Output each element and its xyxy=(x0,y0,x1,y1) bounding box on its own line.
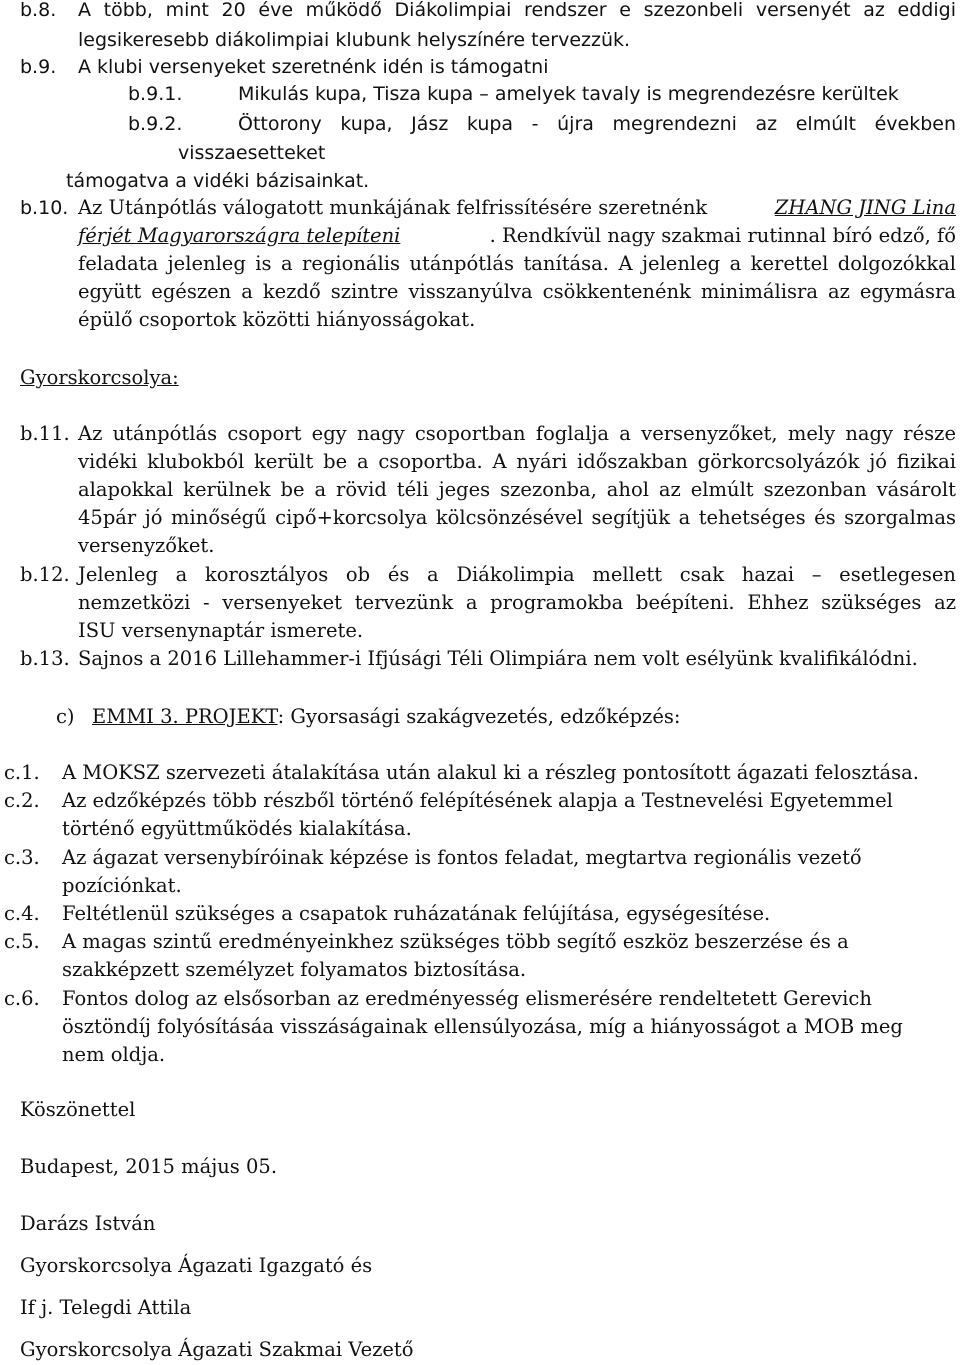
c-item-number: c.3. xyxy=(4,845,40,869)
c-item-line: A MOKSZ szervezeti átalakítása után alakul ki a részleg pontosított ágazati felosztása. xyxy=(62,761,920,784)
item-number-b8: b.8. xyxy=(20,0,57,21)
section-number-c: c) xyxy=(56,705,75,728)
item-number-b13: b.13. xyxy=(20,647,70,670)
b92-line-1: Öttorony kupa, Jász kupa - újra megrendezni az elmúlt években xyxy=(238,113,956,135)
place-and-date: Budapest, 2015 május 05. xyxy=(20,1155,278,1178)
c-item-line: Fontos dolog az elsősorban az eredményesség elismerésére rendeltetett Gerevich xyxy=(62,986,872,1010)
signatory-2-title: Gyorskorcsolya Ágazati Szakmai Vezető xyxy=(20,1338,414,1361)
signatory-2-name: If j. Telegdi Attila xyxy=(20,1296,192,1319)
item-number-b91: b.9.1. xyxy=(128,83,183,105)
item-number-b92: b.9.2. xyxy=(128,113,183,135)
section-title-c xyxy=(92,703,680,731)
item-number-b9: b.9. xyxy=(20,56,57,78)
b11-line-1: Az utánpótlás csoport egy nagy csoportban foglalja a versenyzőket, mely nagy része xyxy=(78,422,956,445)
b11-line-3: alapokkal kerülnek be a rövid téli jeges szezonba, ahol az elmúlt szezonban vásárolt xyxy=(78,478,956,501)
c-item-line: nem oldja. xyxy=(62,1043,166,1066)
b10-line-1 xyxy=(78,194,956,222)
b12-line-3: ISU versenynaptár ismerete. xyxy=(78,619,364,642)
b10-line-2 xyxy=(78,222,956,250)
b8-line-2: legsikeresebb diákolimpiai klubunk helyszínére tervezzük. xyxy=(78,29,631,51)
c-item-line: A magas szintű eredményeinkhez szükséges több segítő eszköz beszerzése és a xyxy=(62,930,849,954)
b11-line-2: vidéki klubokból került be a csoportba. A nyári időszakban görkorcsolyázók jó fizikai xyxy=(78,450,956,473)
section-title-gyorskorcsolya: Gyorskorcsolya: xyxy=(20,366,179,389)
item-number-b10: b.10. xyxy=(20,197,69,219)
c-item-number: c.1. xyxy=(4,761,40,784)
item-number-b11: b.11. xyxy=(20,422,70,445)
c-item-line: ösztöndíj folyósításáa visszáságainak ellensúlyozása, míg a hiányosságot a MOB meg xyxy=(62,1014,903,1038)
c-item-line: pozíciónkat. xyxy=(62,873,182,897)
b8-line-1: A több, mint 20 éve működő Diákolimpiai rendszer e szezonbeli versenyét az eddigi xyxy=(78,0,956,21)
b92-line-2: visszaesetteket xyxy=(178,142,326,164)
c-item-number: c.4. xyxy=(4,902,40,925)
c-item-line: Az edzőképzés több részből történő felépítésének alapja a Testnevelési Egyetemmel xyxy=(62,789,893,813)
b10-line-2-text: . Rendkívül nagy szakmai rutinnal bíró edző, fő xyxy=(489,224,956,247)
c-item-line: történő együttműködés kialakítása. xyxy=(62,817,412,841)
c-item-number: c.6. xyxy=(4,986,40,1010)
b11-line-4: 45pár jó minőségű cipő+korcsolya kölcsönzésével segítjük a tehetséges és szorgalmas xyxy=(78,506,956,529)
b10-name-link: ZHANG JING Lina xyxy=(774,196,956,219)
b92-line-3: támogatva a vidéki bázisainkat. xyxy=(66,170,370,192)
b12-line-1: Jelenleg a korosztályos ob és a Diákolimpia mellett csak hazai – esetlegesen xyxy=(78,563,956,586)
b91-text: Mikulás kupa, Tisza kupa – amelyek tavaly is megrendezésre kerültek xyxy=(238,83,899,105)
b10-line-5: épülő csoportok közötti hiányosságokat. xyxy=(78,308,476,331)
b10-relocate-link: férjét Magyarországra telepíteni xyxy=(78,224,401,247)
c-item-line: Feltétlenül szükséges a csapatok ruházatának felújítása, egységesítése. xyxy=(62,902,771,925)
c-item-number: c.5. xyxy=(4,930,40,954)
project-name: EMMI 3. PROJEKT xyxy=(92,705,278,728)
b12-line-2: nemzetközi - versenyeket tervezünk a programokba beépíteni. Ehhez szükséges az xyxy=(78,591,956,614)
b10-line-3: feladata jelenleg is a regionális utánpótlás tanítása. A jelenleg a kerettel dolgozókkal xyxy=(78,252,956,275)
signatory-1-name: Darázs István xyxy=(20,1212,156,1235)
project-subtitle: : Gyorsasági szakágvezetés, edzőképzés: xyxy=(277,705,681,728)
b9-line-1: A klubi versenyeket szeretnénk idén is támogatni xyxy=(78,56,549,78)
c-item-line: szakképzett személyzet folyamatos biztosítása. xyxy=(62,958,527,982)
signatory-1-title: Gyorskorcsolya Ágazati Igazgató és xyxy=(20,1254,373,1277)
b10-line-4: együtt egészen a kezdő szintre visszanyúlva csökkentenénk minimálisra az egymásra xyxy=(78,280,956,303)
b13-line-1: Sajnos a 2016 Lillehammer-i Ifjúsági Téli Olimpiára nem volt esélyünk kvalifikálódni. xyxy=(78,647,918,670)
c-item-line: Az ágazat versenybíróinak képzése is fontos feladat, megtartva regionális vezető xyxy=(62,845,862,869)
b11-line-5: versenyzőket. xyxy=(78,534,215,557)
closing-thanks: Köszönettel xyxy=(20,1098,136,1121)
item-number-b12: b.12. xyxy=(20,563,70,586)
c-item-number: c.2. xyxy=(4,789,40,813)
b10-line-1-text: Az Utánpótlás válogatott munkájának felfrissítésére szeretnénk xyxy=(78,196,708,219)
